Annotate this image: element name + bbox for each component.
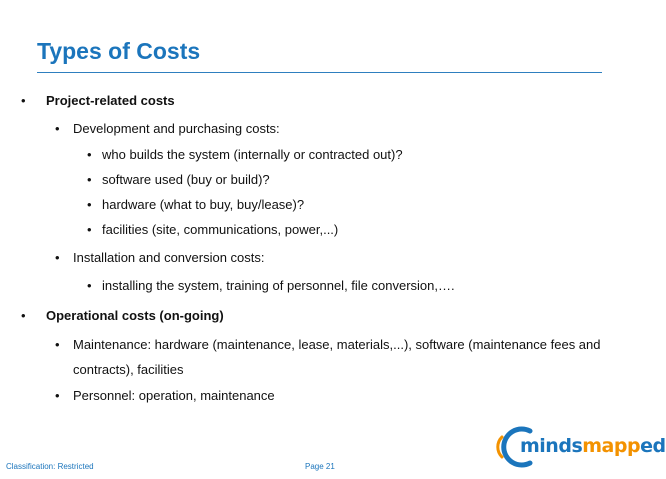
bullet-marker: • [87,222,92,237]
bullet-development-costs: Development and purchasing costs: [73,121,280,136]
bullet-marker: • [55,337,60,352]
classification-label: Classification: Restricted [6,462,94,471]
bullet-marker: • [87,172,92,187]
bullet-software-used: software used (buy or build)? [102,172,270,187]
bullet-project-costs: Project-related costs [46,93,175,108]
bullet-maintenance: Maintenance: hardware (maintenance, lease, materials,...), software (maintenance fees and contracts), facilities [73,337,601,377]
logo-wordmark [520,435,666,457]
bullet-marker: • [55,388,60,403]
bullet-installing-system: installing the system, training of personnel, file conversion,…. [102,278,455,293]
bullet-personnel: Personnel: operation, maintenance [73,388,275,403]
page-number: Page 21 [305,462,335,471]
title-underline [37,72,602,73]
bullet-marker: • [55,121,60,136]
bullet-marker: • [21,93,26,108]
bullet-facilities: facilities (site, communications, power,...) [102,222,339,237]
bullet-marker: • [87,147,92,162]
logo-part-1: minds [520,435,583,457]
bullet-operational-costs: Operational costs (on-going) [46,308,224,323]
slide-title: Types of Costs [37,38,201,64]
bullet-who-builds: who builds the system (internally or contracted out)? [102,147,403,162]
logo-part-2: mapp [582,435,641,457]
logo-part-3: ed [640,435,666,457]
bullet-marker: • [87,278,92,293]
bullet-marker: • [21,308,26,323]
bullet-marker: • [55,250,60,265]
bullet-hardware: hardware (what to buy, buy/lease)? [102,197,305,212]
bullet-installation-costs: Installation and conversion costs: [73,250,265,265]
bullet-marker: • [87,197,92,212]
mindsmapped-logo [490,425,666,469]
